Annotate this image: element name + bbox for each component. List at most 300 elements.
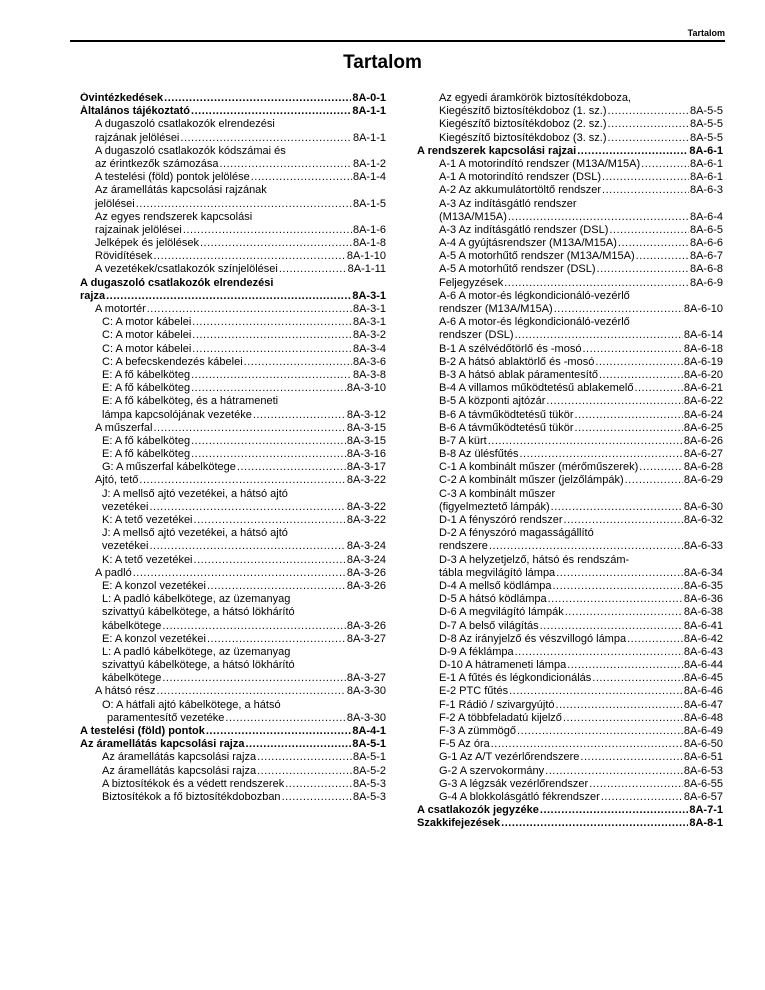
toc-entry[interactable] — [80, 303, 386, 316]
toc-entry — [80, 659, 386, 672]
toc-entry-page: 8A-6-43 — [683, 645, 723, 658]
toc-entry-title: G-1 Az A/T vezérlőrendszere — [439, 751, 580, 764]
toc-entry[interactable] — [417, 593, 723, 606]
dot-leader — [551, 501, 683, 514]
toc-entry-title: A rendszerek kapcsolási rajzai — [417, 144, 577, 157]
dot-leader — [164, 92, 351, 105]
toc-entry-page: 8A-1-2 — [352, 157, 386, 170]
toc-entry[interactable] — [80, 409, 386, 422]
toc-entry — [417, 92, 723, 105]
toc-entry-page: 8A-6-49 — [683, 725, 723, 737]
toc-right-column — [417, 92, 723, 831]
toc-entry-page: 8A-3-4 — [352, 342, 386, 355]
toc-entry-page: 8A-3-1 — [352, 303, 386, 315]
dot-leader — [191, 435, 346, 448]
toc-entry — [417, 290, 723, 303]
toc-entry-page: 8A-6-41 — [683, 619, 723, 632]
toc-entry — [417, 198, 723, 211]
dot-leader — [200, 237, 352, 250]
toc-entry-title: Kiegészítő biztosítékdoboz (2. sz.) — [439, 118, 607, 131]
toc-entry[interactable] — [80, 672, 386, 685]
toc-entry[interactable] — [417, 685, 723, 698]
dot-leader — [147, 303, 352, 316]
toc-entry-title: szivattyú kábelkötege, a hátsó lökhárító — [102, 606, 295, 619]
toc-entry-title: Feljegyzések — [439, 276, 504, 289]
toc-entry[interactable] — [80, 685, 386, 698]
dot-leader — [627, 633, 683, 646]
toc-entry-page: 8A-6-1 — [689, 171, 723, 184]
toc-entry-page: 8A-6-14 — [683, 329, 723, 342]
toc-entry — [80, 488, 386, 501]
dot-leader — [180, 132, 352, 145]
toc-entry-title: D-3 A helyzetjelző, hátsó és rendszám- — [439, 553, 630, 566]
toc-entry[interactable] — [417, 277, 723, 290]
dot-leader — [207, 633, 346, 646]
toc-entry[interactable] — [80, 751, 386, 764]
toc-entry-title: A dugaszoló csatlakozók elrendezési — [95, 118, 275, 131]
toc-entry-page: 8A-3-27 — [346, 672, 386, 685]
toc-entry-title: Az áramellátás kapcsolási rajza — [80, 738, 245, 751]
toc-entry-page: 8A-6-3 — [689, 184, 723, 197]
toc-entry[interactable] — [417, 738, 723, 751]
dot-leader — [609, 224, 689, 237]
dot-leader — [133, 567, 346, 580]
toc-entry[interactable] — [417, 448, 723, 461]
dot-leader — [520, 448, 683, 461]
dot-leader — [556, 699, 683, 712]
toc-entry-title: szivattyú kábelkötege, a hátsó lökhárító — [102, 659, 295, 672]
toc-entry-title: A dugaszoló csatlakozók kódszámai és — [95, 144, 286, 157]
toc-entry[interactable] — [417, 382, 723, 395]
toc-entry[interactable] — [417, 672, 723, 685]
toc-entry-page: 8A-6-5 — [689, 223, 723, 236]
toc-entry[interactable] — [80, 92, 386, 105]
toc-entry[interactable] — [80, 369, 386, 382]
dot-leader — [548, 593, 683, 606]
toc-entry-title: Rövidítések — [95, 250, 153, 263]
toc-entry[interactable] — [80, 765, 386, 778]
toc-entry-page: 8A-6-25 — [683, 421, 723, 434]
toc-entry-page: 8A-6-7 — [689, 250, 723, 263]
toc-entry[interactable] — [417, 646, 723, 659]
toc-entry[interactable] — [417, 303, 723, 316]
toc-entry[interactable] — [417, 633, 723, 646]
dot-leader — [225, 712, 345, 725]
toc-entry[interactable] — [417, 580, 723, 593]
toc-entry[interactable] — [417, 158, 723, 171]
toc-entry[interactable] — [417, 501, 723, 514]
dot-leader — [602, 184, 689, 197]
dot-leader — [194, 514, 346, 527]
toc-entry-page: 8A-3-22 — [346, 474, 386, 487]
toc-entry-title: rendszer (M13A/M15A) — [439, 303, 553, 315]
toc-entry-page: 8A-3-22 — [346, 514, 386, 526]
toc-entry-page: 8A-6-48 — [683, 711, 723, 724]
toc-entry-title: B-6 A távműködtetésű tükör — [439, 421, 574, 434]
toc-entry-title: Az áramellátás kapcsolási rajzának — [95, 184, 267, 197]
toc-entry-title: E: A fő kábelköteg — [102, 368, 191, 381]
toc-entry-page: 8A-3-26 — [346, 579, 386, 592]
toc-entry-page: 8A-3-30 — [346, 711, 386, 724]
toc-entry — [80, 118, 386, 131]
toc-entry-page: 8A-6-32 — [683, 514, 723, 526]
dot-leader — [641, 158, 689, 171]
toc-entry[interactable] — [417, 171, 723, 184]
dot-leader — [149, 540, 345, 553]
dot-leader — [136, 198, 352, 211]
toc-entry[interactable] — [80, 356, 386, 369]
toc-entry — [80, 527, 386, 540]
toc-entry[interactable] — [80, 778, 386, 791]
toc-entry[interactable] — [417, 250, 723, 263]
toc-entry-title: E: A konzol vezetékei — [102, 579, 206, 592]
toc-entry[interactable] — [417, 765, 723, 778]
toc-entry-title: az érintkezők számozása — [95, 157, 219, 170]
toc-entry[interactable] — [80, 738, 386, 751]
toc-entry-title: A hátsó rész — [95, 685, 156, 698]
dot-leader — [567, 659, 683, 672]
toc-entry-page: 8A-5-2 — [352, 764, 386, 777]
toc-entry-page: 8A-1-1 — [352, 105, 386, 118]
toc-entry-page: 8A-8-1 — [689, 817, 723, 830]
toc-entry-title: Biztosítékok a fő biztosítékdobozban — [102, 790, 281, 803]
toc-entry[interactable] — [417, 422, 723, 435]
dot-leader — [595, 356, 683, 369]
dot-leader — [563, 712, 683, 725]
toc-entry-page: 8A-6-4 — [689, 210, 723, 223]
toc-entry[interactable] — [80, 461, 386, 474]
toc-entry[interactable] — [80, 448, 386, 461]
dot-leader — [546, 395, 682, 408]
dot-leader — [564, 514, 683, 527]
toc-entry[interactable] — [80, 171, 386, 184]
toc-entry-title: rajza — [80, 289, 106, 302]
dot-leader — [625, 474, 683, 487]
toc-entry-page: 8A-3-15 — [346, 434, 386, 447]
toc-entry[interactable] — [80, 237, 386, 250]
dot-leader — [589, 778, 683, 791]
dot-leader — [153, 250, 345, 263]
dot-leader — [192, 316, 352, 329]
toc-entry-title: C-3 A kombinált műszer — [439, 487, 556, 500]
toc-entry-title: C: A befecskendezés kábelei — [102, 355, 243, 368]
dot-leader — [592, 672, 683, 685]
toc-entry — [417, 488, 723, 501]
toc-entry-title: B-5 A központi ajtózár — [439, 395, 546, 408]
toc-entry[interactable] — [80, 158, 386, 171]
toc-entry-page: 8A-3-8 — [352, 368, 386, 381]
toc-entry-title: rajzainak jelölései — [95, 223, 182, 236]
toc-entry-page: 8A-6-19 — [683, 355, 723, 368]
toc-entry-page: 8A-5-5 — [689, 105, 723, 118]
toc-entry — [80, 606, 386, 619]
dot-leader — [540, 804, 688, 817]
toc-entry-title: B-3 A hátsó ablak páramentesítő — [439, 368, 598, 381]
toc-entry[interactable] — [80, 105, 386, 118]
dot-leader — [257, 765, 352, 778]
toc-entry[interactable] — [417, 817, 723, 830]
toc-entry-title: A-5 A motorhűtő rendszer (DSL) — [439, 263, 596, 276]
toc-entry-title: A dugaszoló csatlakozók elrendezési — [80, 276, 274, 289]
toc-entry[interactable] — [417, 356, 723, 369]
dot-leader — [191, 448, 346, 461]
toc-entry-title: D-9 A féklámpa — [439, 645, 514, 658]
toc-entry[interactable] — [417, 514, 723, 527]
toc-entry-page: 8A-1-10 — [346, 250, 386, 263]
dot-leader — [220, 158, 352, 171]
toc-entry-title: E: A fő kábelköteg — [102, 382, 191, 395]
toc-entry-page: 8A-6-33 — [683, 540, 723, 553]
toc-entry[interactable] — [80, 290, 386, 303]
toc-entry-title: F-3 A zümmögő — [439, 725, 517, 737]
toc-entry-page: 8A-6-20 — [683, 368, 723, 381]
toc-entry-title: D-5 A hátsó ködlámpa — [439, 593, 547, 606]
toc-entry-title: (M13A/M15A) — [439, 210, 507, 223]
toc-entry-page: 8A-6-42 — [683, 632, 723, 645]
toc-entry-title: A motortér — [95, 303, 146, 315]
toc-entry[interactable] — [417, 620, 723, 633]
toc-entry-page: 8A-6-8 — [689, 263, 723, 276]
toc-entry-title: B-2 A hátsó ablaktörlő és -mosó — [439, 355, 595, 368]
toc-entry-title: A-1 A motorindító rendszer (M13A/M15A) — [439, 157, 641, 170]
toc-entry — [80, 593, 386, 606]
toc-entry[interactable] — [80, 250, 386, 263]
dot-leader — [149, 501, 345, 514]
toc-entry[interactable] — [417, 699, 723, 712]
toc-entry-title: F-2 A többfeladatú kijelző — [439, 711, 562, 724]
toc-entry-page: 8A-3-16 — [346, 448, 386, 461]
toc-entry-title: rendszer (DSL) — [439, 329, 514, 342]
dot-leader — [491, 738, 683, 751]
toc-entry[interactable] — [417, 409, 723, 422]
toc-left-column — [80, 92, 386, 804]
dot-leader — [192, 343, 352, 356]
toc-entry[interactable] — [417, 132, 723, 145]
toc-entry — [80, 646, 386, 659]
toc-entry-page: 8A-6-24 — [683, 408, 723, 421]
toc-entry[interactable] — [417, 659, 723, 672]
page-header — [70, 28, 725, 42]
toc-entry[interactable] — [417, 263, 723, 276]
toc-entry[interactable] — [80, 791, 386, 804]
toc-entry-title: D-6 A megvilágító lámpák — [439, 606, 564, 619]
toc-entry[interactable] — [417, 237, 723, 250]
toc-entry-title: B-8 Az ülésfűtés — [439, 448, 519, 461]
toc-entry[interactable] — [80, 474, 386, 487]
toc-entry[interactable] — [417, 369, 723, 382]
toc-entry-page: 8A-6-47 — [683, 698, 723, 711]
toc-entry-page: 8A-3-12 — [346, 408, 386, 421]
toc-entry-page: 8A-6-1 — [689, 144, 723, 157]
dot-leader — [597, 263, 689, 276]
dot-leader — [515, 646, 683, 659]
toc-entry[interactable] — [417, 184, 723, 197]
toc-entry[interactable] — [80, 633, 386, 646]
dot-leader — [508, 211, 689, 224]
toc-entry-page: 8A-5-5 — [689, 118, 723, 131]
toc-entry[interactable] — [80, 198, 386, 211]
toc-entry-title: G: A műszerfal kábelkötege — [102, 461, 236, 474]
toc-entry-page: 8A-6-36 — [683, 593, 723, 606]
toc-entry[interactable] — [80, 263, 386, 276]
toc-entry-title: G-4 A blokkolásgátló fékrendszer — [439, 790, 600, 803]
toc-entry[interactable] — [417, 118, 723, 131]
toc-entry-page: 8A-1-6 — [352, 223, 386, 236]
dot-leader — [577, 145, 688, 158]
toc-entry[interactable] — [417, 778, 723, 791]
toc-entry[interactable] — [417, 343, 723, 356]
toc-entry-title: E-1 A fűtés és légkondicionálás — [439, 672, 592, 685]
toc-entry-title: Az egyes rendszerek kapcsolási — [95, 210, 253, 223]
toc-entry[interactable] — [80, 712, 386, 725]
toc-entry-page: 8A-3-17 — [346, 461, 386, 474]
dot-leader — [565, 606, 683, 619]
toc-entry-page: 8A-6-46 — [683, 685, 723, 698]
toc-entry[interactable] — [80, 435, 386, 448]
toc-entry[interactable] — [80, 329, 386, 342]
dot-leader — [501, 817, 688, 830]
dot-leader — [582, 343, 682, 356]
toc-entry[interactable] — [417, 395, 723, 408]
toc-entry — [80, 395, 386, 408]
toc-entry-page: 8A-6-27 — [683, 448, 723, 461]
toc-entry-page: 8A-3-22 — [346, 500, 386, 513]
toc-entry[interactable] — [417, 105, 723, 118]
toc-entry-title: C-2 A kombinált műszer (jelzőlámpák) — [439, 474, 624, 487]
dot-leader — [488, 435, 683, 448]
toc-entry-title: E: A konzol vezetékei — [102, 632, 206, 645]
toc-entry — [80, 699, 386, 712]
toc-entry[interactable] — [80, 382, 386, 395]
toc-entry-title: C: A motor kábelei — [102, 342, 192, 355]
toc-entry[interactable] — [80, 567, 386, 580]
toc-entry[interactable] — [417, 145, 723, 158]
toc-entry — [417, 554, 723, 567]
toc-entry-title: K: A tető vezetékei — [102, 553, 193, 566]
toc-entry-page: 8A-6-45 — [683, 672, 723, 685]
dot-leader — [183, 224, 352, 237]
toc-entry-title: C: A motor kábelei — [102, 316, 192, 329]
dot-leader — [237, 461, 346, 474]
dot-leader — [162, 672, 346, 685]
toc-entry[interactable] — [80, 224, 386, 237]
toc-entry-title: A vezetékek/csatlakozók színjelölései — [95, 263, 278, 276]
toc-entry-page: 8A-6-26 — [683, 434, 723, 447]
toc-entry[interactable] — [80, 554, 386, 567]
toc-entry[interactable] — [417, 751, 723, 764]
toc-entry-title: L: A padló kábelkötege, az üzemanyag — [102, 645, 291, 658]
toc-entry[interactable] — [80, 725, 386, 738]
toc-entry-title: D-10 A hátrameneti lámpa — [439, 659, 567, 672]
dot-leader — [634, 382, 682, 395]
toc-entry-page: 8A-6-44 — [683, 659, 723, 672]
toc-entry[interactable] — [80, 620, 386, 633]
toc-entry-title: paramentesítő vezetéke — [107, 711, 225, 724]
toc-entry-title: A-4 A gyújtásrendszer (M13A/M15A) — [439, 237, 617, 250]
toc-entry[interactable] — [417, 606, 723, 619]
header-section-label: Tartalom — [687, 28, 725, 38]
dot-leader — [285, 778, 352, 791]
toc-entry[interactable] — [80, 580, 386, 593]
toc-entry-title: C-1 A kombinált műszer (mérőműszerek) — [439, 461, 639, 474]
dot-leader — [191, 382, 346, 395]
toc-entry-title: A-1 A motorindító rendszer (DSL) — [439, 171, 602, 184]
dot-leader — [639, 461, 683, 474]
toc-entry[interactable] — [80, 501, 386, 514]
toc-entry[interactable] — [417, 329, 723, 342]
toc-entry[interactable] — [417, 791, 723, 804]
toc-entry-title: F-5 Az óra — [439, 738, 490, 751]
toc-entry[interactable] — [80, 540, 386, 553]
toc-entry-title: A műszerfal — [95, 421, 153, 434]
toc-entry[interactable] — [417, 567, 723, 580]
toc-entry-page: 8A-6-10 — [683, 303, 723, 315]
toc-entry-title: O: A hátfali ajtó kábelkötege, a hátsó — [102, 698, 281, 711]
dot-leader — [191, 105, 351, 118]
toc-entry[interactable] — [417, 474, 723, 487]
toc-entry[interactable] — [417, 712, 723, 725]
toc-entry-page: 8A-4-1 — [352, 725, 386, 737]
toc-entry[interactable] — [417, 211, 723, 224]
toc-entry-page: 8A-6-18 — [683, 342, 723, 355]
toc-entry[interactable] — [417, 224, 723, 237]
toc-entry — [417, 527, 723, 540]
toc-entry[interactable] — [417, 725, 723, 738]
toc-entry-title: kábelkötege — [102, 672, 162, 685]
toc-entry-title: A-5 A motorhűtő rendszer (M13A/M15A) — [439, 250, 635, 263]
toc-entry-title: E: A fő kábelköteg — [102, 448, 191, 461]
toc-entry-title: E: A fő kábelköteg — [102, 434, 191, 447]
toc-entry-title: D-7 A belső világítás — [439, 619, 539, 632]
dot-leader — [608, 105, 689, 118]
toc-entry-title: Ajtó, tető — [95, 474, 139, 487]
dot-leader — [554, 303, 683, 316]
toc-entry-page: 8A-3-15 — [346, 421, 386, 434]
toc-entry-page: 8A-5-5 — [689, 131, 723, 144]
toc-entry-page: 8A-6-35 — [683, 579, 723, 592]
toc-entry[interactable] — [417, 461, 723, 474]
toc-entry[interactable] — [80, 132, 386, 145]
toc-entry[interactable] — [80, 514, 386, 527]
toc-entry-title: Kiegészítő biztosítékdoboz (1. sz.) — [439, 105, 607, 118]
toc-entry[interactable] — [80, 316, 386, 329]
toc-entry[interactable] — [417, 804, 723, 817]
toc-entry-page: 8A-3-10 — [346, 382, 386, 395]
dot-leader — [601, 791, 683, 804]
toc-entry-page: 8A-6-29 — [683, 474, 723, 487]
toc-entry-page: 8A-6-34 — [683, 566, 723, 579]
toc-entry[interactable] — [417, 435, 723, 448]
dot-leader — [279, 263, 347, 276]
toc-entry-title: E: A fő kábelköteg, és a hátrameneti — [102, 395, 279, 408]
toc-entry-page: 8A-3-24 — [346, 553, 386, 566]
toc-entry-page: 8A-1-11 — [347, 263, 386, 276]
toc-entry-title: A testelési (föld) pontok jelölése — [95, 171, 250, 184]
dot-leader — [608, 132, 689, 145]
dot-leader — [194, 554, 346, 567]
toc-entry-page: 8A-3-27 — [346, 632, 386, 645]
toc-entry-title: L: A padló kábelkötege, az üzemanyag — [102, 593, 291, 606]
toc-entry-title: K: A tető vezetékei — [102, 514, 193, 526]
dot-leader — [575, 422, 683, 435]
toc-entry[interactable] — [80, 422, 386, 435]
dot-leader — [106, 290, 351, 303]
toc-entry[interactable] — [417, 540, 723, 553]
toc-entry[interactable] — [80, 343, 386, 356]
toc-entry-title: (figyelmeztető lámpák) — [439, 500, 550, 513]
toc-entry-title: G-3 A légzsák vezérlőrendszer — [439, 777, 589, 790]
dot-leader — [599, 369, 683, 382]
